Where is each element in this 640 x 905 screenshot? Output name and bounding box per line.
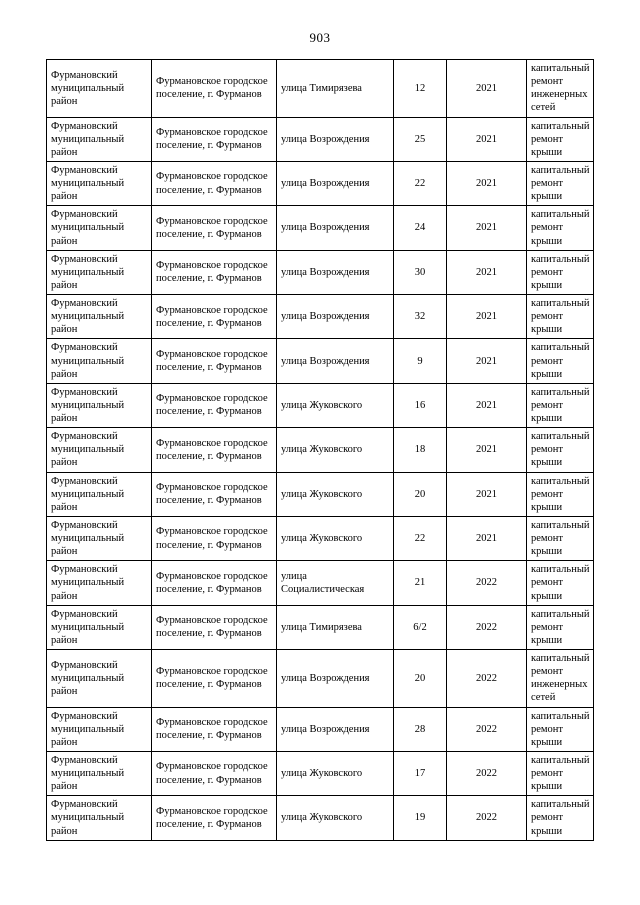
- table-row: [47, 250, 594, 294]
- year-cell: 2021: [447, 295, 527, 339]
- district-cell: Фурмановский муниципальный район: [47, 383, 152, 427]
- year-cell: 2021: [447, 206, 527, 250]
- district-cell: Фурмановский муниципальный район: [47, 339, 152, 383]
- table-row: [47, 751, 594, 795]
- district-cell: Фурмановский муниципальный район: [47, 472, 152, 516]
- district-cell: Фурмановский муниципальный район: [47, 707, 152, 751]
- district-cell: Фурмановский муниципальный район: [47, 516, 152, 560]
- table-row: [47, 161, 594, 205]
- street-cell: улица Возрождения: [277, 161, 394, 205]
- house-number-cell: 20: [394, 650, 447, 708]
- work-type-cell: капитальный ремонт крыши: [527, 339, 594, 383]
- house-number-cell: 22: [394, 161, 447, 205]
- work-type-cell: капитальный ремонт инженерных сетей: [527, 650, 594, 708]
- work-type-cell: капитальный ремонт крыши: [527, 295, 594, 339]
- street-cell: улица Жуковского: [277, 796, 394, 840]
- work-type-cell: капитальный ремонт инженерных сетей: [527, 60, 594, 118]
- settlement-cell: Фурмановское городское поселение, г. Фурманов: [152, 707, 277, 751]
- year-cell: 2022: [447, 650, 527, 708]
- house-number-cell: 25: [394, 117, 447, 161]
- street-cell: улица Жуковского: [277, 383, 394, 427]
- work-type-cell: капитальный ремонт крыши: [527, 428, 594, 472]
- district-cell: Фурмановский муниципальный район: [47, 650, 152, 708]
- settlement-cell: Фурмановское городское поселение, г. Фурманов: [152, 161, 277, 205]
- table-row: [47, 650, 594, 708]
- work-type-cell: капитальный ремонт крыши: [527, 796, 594, 840]
- house-number-cell: 16: [394, 383, 447, 427]
- house-number-cell: 24: [394, 206, 447, 250]
- work-type-cell: капитальный ремонт крыши: [527, 561, 594, 605]
- year-cell: 2022: [447, 796, 527, 840]
- year-cell: 2021: [447, 250, 527, 294]
- district-cell: Фурмановский муниципальный район: [47, 796, 152, 840]
- table-row: [47, 605, 594, 649]
- house-number-cell: 9: [394, 339, 447, 383]
- table-row: [47, 117, 594, 161]
- house-number-cell: 17: [394, 751, 447, 795]
- work-type-cell: капитальный ремонт крыши: [527, 206, 594, 250]
- work-type-cell: капитальный ремонт крыши: [527, 707, 594, 751]
- table-row: [47, 60, 594, 118]
- work-type-cell: капитальный ремонт крыши: [527, 516, 594, 560]
- year-cell: 2021: [447, 383, 527, 427]
- house-number-cell: 28: [394, 707, 447, 751]
- street-cell: улица Возрождения: [277, 707, 394, 751]
- street-cell: улица Жуковского: [277, 516, 394, 560]
- street-cell: улица Возрождения: [277, 339, 394, 383]
- repairs-table: [46, 59, 594, 841]
- work-type-cell: капитальный ремонт крыши: [527, 383, 594, 427]
- settlement-cell: Фурмановское городское поселение, г. Фурманов: [152, 650, 277, 708]
- work-type-cell: капитальный ремонт крыши: [527, 250, 594, 294]
- work-type-cell: капитальный ремонт крыши: [527, 117, 594, 161]
- district-cell: Фурмановский муниципальный район: [47, 605, 152, 649]
- settlement-cell: Фурмановское городское поселение, г. Фурманов: [152, 117, 277, 161]
- district-cell: Фурмановский муниципальный район: [47, 250, 152, 294]
- table-body: [47, 60, 594, 841]
- settlement-cell: Фурмановское городское поселение, г. Фурманов: [152, 605, 277, 649]
- work-type-cell: капитальный ремонт крыши: [527, 472, 594, 516]
- street-cell: улица Возрождения: [277, 206, 394, 250]
- district-cell: Фурмановский муниципальный район: [47, 117, 152, 161]
- settlement-cell: Фурмановское городское поселение, г. Фурманов: [152, 751, 277, 795]
- street-cell: улица Жуковского: [277, 472, 394, 516]
- settlement-cell: Фурмановское городское поселение, г. Фурманов: [152, 428, 277, 472]
- year-cell: 2021: [447, 60, 527, 118]
- district-cell: Фурмановский муниципальный район: [47, 161, 152, 205]
- house-number-cell: 18: [394, 428, 447, 472]
- table-row: [47, 796, 594, 840]
- street-cell: улица Жуковского: [277, 751, 394, 795]
- table-row: [47, 707, 594, 751]
- work-type-cell: капитальный ремонт крыши: [527, 751, 594, 795]
- settlement-cell: Фурмановское городское поселение, г. Фурманов: [152, 60, 277, 118]
- work-type-cell: капитальный ремонт крыши: [527, 161, 594, 205]
- year-cell: 2022: [447, 751, 527, 795]
- house-number-cell: 22: [394, 516, 447, 560]
- settlement-cell: Фурмановское городское поселение, г. Фурманов: [152, 796, 277, 840]
- district-cell: Фурмановский муниципальный район: [47, 60, 152, 118]
- house-number-cell: 12: [394, 60, 447, 118]
- house-number-cell: 30: [394, 250, 447, 294]
- table-row: [47, 339, 594, 383]
- street-cell: улица Тимирязева: [277, 60, 394, 118]
- settlement-cell: Фурмановское городское поселение, г. Фурманов: [152, 516, 277, 560]
- settlement-cell: Фурмановское городское поселение, г. Фурманов: [152, 472, 277, 516]
- settlement-cell: Фурмановское городское поселение, г. Фурманов: [152, 250, 277, 294]
- year-cell: 2022: [447, 605, 527, 649]
- year-cell: 2021: [447, 161, 527, 205]
- table-row: [47, 383, 594, 427]
- house-number-cell: 21: [394, 561, 447, 605]
- table-row: [47, 561, 594, 605]
- house-number-cell: 32: [394, 295, 447, 339]
- year-cell: 2021: [447, 428, 527, 472]
- house-number-cell: 20: [394, 472, 447, 516]
- district-cell: Фурмановский муниципальный район: [47, 428, 152, 472]
- district-cell: Фурмановский муниципальный район: [47, 561, 152, 605]
- street-cell: улица Социалистическая: [277, 561, 394, 605]
- street-cell: улица Возрождения: [277, 650, 394, 708]
- street-cell: улица Возрождения: [277, 295, 394, 339]
- street-cell: улица Жуковского: [277, 428, 394, 472]
- page-number: 903: [309, 30, 331, 45]
- settlement-cell: Фурмановское городское поселение, г. Фурманов: [152, 561, 277, 605]
- district-cell: Фурмановский муниципальный район: [47, 751, 152, 795]
- work-type-cell: капитальный ремонт крыши: [527, 605, 594, 649]
- street-cell: улица Возрождения: [277, 117, 394, 161]
- table-row: [47, 295, 594, 339]
- year-cell: 2021: [447, 117, 527, 161]
- table-row: [47, 472, 594, 516]
- settlement-cell: Фурмановское городское поселение, г. Фурманов: [152, 295, 277, 339]
- year-cell: 2021: [447, 339, 527, 383]
- settlement-cell: Фурмановское городское поселение, г. Фурманов: [152, 339, 277, 383]
- street-cell: улица Тимирязева: [277, 605, 394, 649]
- settlement-cell: Фурмановское городское поселение, г. Фурманов: [152, 206, 277, 250]
- settlement-cell: Фурмановское городское поселение, г. Фурманов: [152, 383, 277, 427]
- house-number-cell: 19: [394, 796, 447, 840]
- street-cell: улица Возрождения: [277, 250, 394, 294]
- year-cell: 2022: [447, 561, 527, 605]
- district-cell: Фурмановский муниципальный район: [47, 206, 152, 250]
- district-cell: Фурмановский муниципальный район: [47, 295, 152, 339]
- year-cell: 2022: [447, 707, 527, 751]
- house-number-cell: 6/2: [394, 605, 447, 649]
- table-row: [47, 516, 594, 560]
- table-row: [47, 206, 594, 250]
- year-cell: 2021: [447, 516, 527, 560]
- year-cell: 2021: [447, 472, 527, 516]
- table-row: [47, 428, 594, 472]
